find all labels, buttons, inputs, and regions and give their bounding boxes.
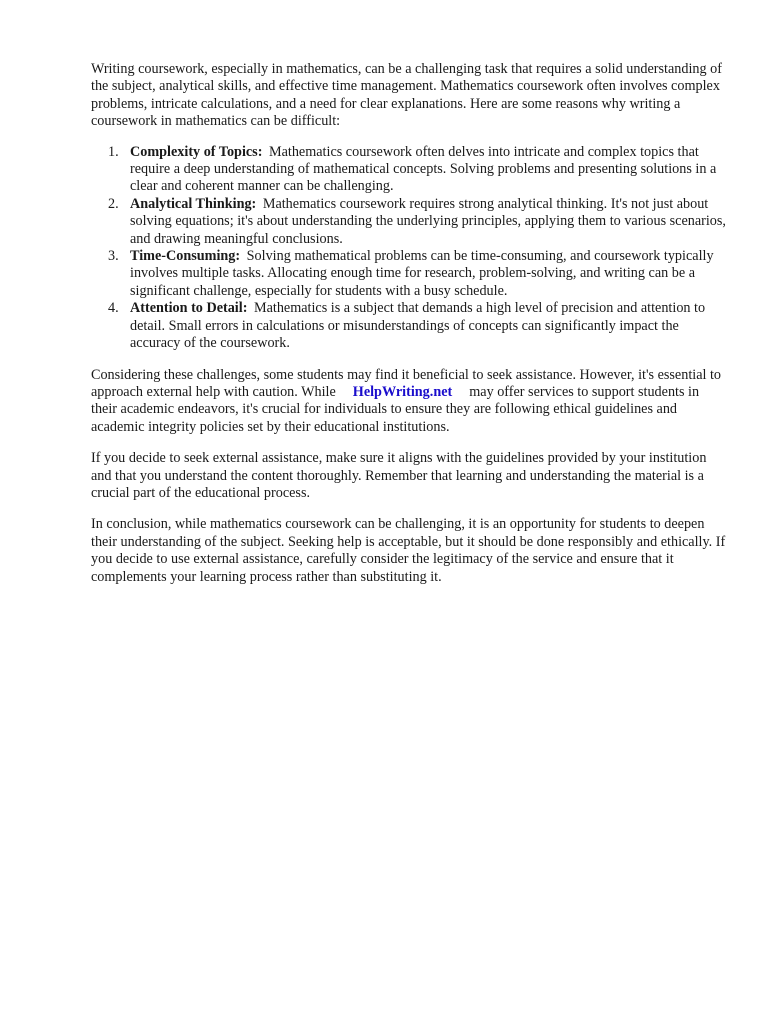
conclusion-paragraph: In conclusion, while mathematics coursework can be challenging, it is an opportunity for students to deepen their understanding of the subject. Seeking help is acceptable, but it should be done responsibly and ethically. If you decide to use external assistance, carefully consider the legitimacy of the service and ensure that it complements your learning process rather than substituting it. — [91, 516, 726, 585]
reason-text: Mathematics is a subject that demands a high level of precision and attention to detail. Small errors in calculations or misunderstandings of concepts can significantly impact the accuracy of the coursework. — [130, 300, 706, 352]
reason-number: 3. — [108, 248, 119, 265]
caution-text-after: may offer services to support students in their academic endeavors, it's crucial for individuals to ensure they are following ethical guidelines and academic integrity policies set by their educational institutions. — [91, 383, 700, 435]
reason-title: Analytical Thinking: — [130, 195, 257, 212]
reason-item-time — [91, 248, 727, 300]
reasons-list — [91, 144, 727, 353]
reason-number: 4. — [108, 300, 119, 317]
document-page — [91, 61, 727, 600]
guidelines-paragraph: If you decide to seek external assistance, make sure it aligns with the guidelines provided by your institution and that you understand the content thoroughly. Remember that learning and understanding the material is a crucial part of the educational process. — [91, 450, 707, 501]
reason-item-analytical — [91, 196, 727, 248]
intro-paragraph: Writing coursework, especially in mathematics, can be a challenging task that requires a solid understanding of the subject, analytical skills, and effective time management. Mathematics coursework often involves complex problems, intricate calculations, and a need for clear explanations. Here are some reasons why writing a coursework in mathematics can be difficult: — [91, 61, 722, 130]
reason-text: Mathematics coursework requires strong analytical thinking. It's not just about solving equations; it's about understanding the underlying principles, applying them to various scenarios, and drawing meaningful conclusions. — [130, 195, 726, 247]
caution-paragraph — [91, 367, 727, 437]
reason-title: Time-Consuming: — [130, 248, 241, 265]
reason-text: Mathematics coursework often delves into intricate and complex topics that require a deep understanding of mathematical concepts. Solving problems and presenting solutions in a clear and coherent manner can be challenging. — [130, 143, 717, 195]
helpwriting-link[interactable]: HelpWriting.net — [352, 383, 453, 400]
reason-text: Solving mathematical problems can be time-consuming, and coursework typically involves multiple tasks. Allocating enough time for research, problem-solving, and writing can be a significant challenge, especially for students with a busy schedule. — [130, 248, 714, 299]
reason-item-complexity — [91, 144, 727, 196]
reason-item-detail — [91, 300, 727, 352]
reason-title: Complexity of Topics: — [130, 143, 263, 160]
reason-number: 2. — [108, 195, 119, 212]
reason-number: 1. — [108, 143, 119, 160]
reason-title: Attention to Detail: — [130, 300, 248, 317]
caution-text-before: Considering these challenges, some students may find it beneficial to seek assistance. However, it's essential to approach external help with caution. While — [91, 366, 722, 400]
